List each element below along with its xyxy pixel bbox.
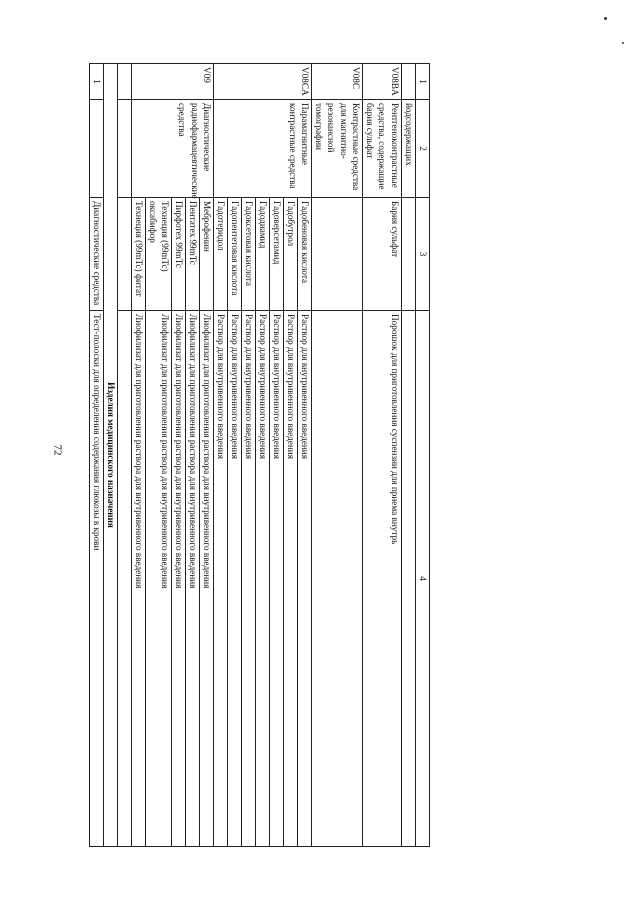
form-cell — [118, 311, 132, 847]
form-cell: Раствор для внутривенного введения — [284, 311, 298, 847]
drug-cell: Гадоксетовая кислота — [242, 198, 256, 311]
drug-cell: Технеция (99mTc) фитат — [132, 198, 146, 311]
drug-cell — [118, 198, 132, 311]
drug-cell: Гадобеновая кислота — [298, 198, 312, 311]
drug-cell — [312, 198, 363, 311]
form-cell: Лиофилизат для приготовления раствора для внутривенного введения — [172, 311, 186, 847]
form-cell: Лиофилизат для приготовления раствора для внутривенного введения — [186, 311, 200, 847]
drug-cell — [402, 198, 416, 311]
form-cell: Порошок для приготовления суспензии для приема внутрь — [363, 311, 402, 847]
form-cell: Раствор для внутривенного введения — [270, 311, 284, 847]
rotated-table-wrapper — [92, 63, 430, 846]
table-row — [90, 64, 104, 847]
group-name-cell: Диагностические радиофармацевтические средства — [132, 100, 214, 198]
table-row — [200, 64, 214, 847]
code-cell: V08CA — [214, 64, 312, 100]
form-cell — [402, 311, 416, 847]
drug-cell: Гадоверсетамид — [270, 198, 284, 311]
group-name-cell — [90, 100, 104, 198]
form-cell: Лиофилизат для приготовления раствора для внутривенного введения — [146, 311, 172, 847]
table-row — [118, 64, 132, 847]
drug-cell: Диагностические средства — [90, 198, 104, 311]
scan-speck — [604, 17, 607, 20]
code-cell: 1 — [90, 64, 104, 100]
form-cell: Лиофилизат для приготовления раствора для внутривенного введения — [132, 311, 146, 847]
header-cell: 4 — [416, 311, 430, 847]
table-row — [298, 64, 312, 847]
page-number: 72 — [51, 444, 64, 456]
code-cell — [118, 64, 132, 100]
header-cell: 1 — [416, 64, 430, 100]
drug-cell: Гадобутрол — [284, 198, 298, 311]
form-cell: Раствор для внутривенного введения — [298, 311, 312, 847]
drug-table — [90, 63, 431, 847]
form-cell: Раствор для внутривенного введения — [256, 311, 270, 847]
scan-speck — [622, 42, 624, 44]
drug-cell: Технеция (99mTc) оксабифор — [146, 198, 172, 311]
header-cell: 2 — [416, 100, 430, 198]
code-cell: V09 — [132, 64, 214, 100]
section-title: Изделия медицинского назначения — [104, 64, 118, 847]
table-row — [402, 64, 416, 847]
drug-cell: Меброфенин — [200, 198, 214, 311]
form-cell: Раствор для внутривенного введения — [214, 311, 228, 847]
table-row — [312, 64, 363, 847]
form-cell: Раствор для внутривенного введения — [228, 311, 242, 847]
drug-cell: Пентатех 99mTc — [186, 198, 200, 311]
code-cell: V08BA — [363, 64, 402, 100]
group-name-cell: йодсодержащих — [402, 100, 416, 198]
drug-cell: Пирфотех 99mTc — [172, 198, 186, 311]
code-cell: V08C — [312, 64, 363, 100]
group-name-cell — [118, 100, 132, 198]
group-name-cell: Рентгеноконтрастные средства, содержащие бария сульфат — [363, 100, 402, 198]
form-cell: Тест-полоски для определения содержания глюкозы в крови — [90, 311, 104, 847]
drug-cell: Гадодиамид — [256, 198, 270, 311]
group-name-cell: Парамагнитные контрастные средства — [214, 100, 312, 198]
header-cell: 3 — [416, 198, 430, 311]
table-row — [363, 64, 402, 847]
code-cell — [402, 64, 416, 100]
header-row — [416, 64, 430, 847]
drug-cell: Гадопентетовая кислота — [228, 198, 242, 311]
group-name-cell: Контрастные средства для магнитно-резонансной томографии — [312, 100, 363, 198]
form-cell — [312, 311, 363, 847]
drug-cell: Гадотеридол — [214, 198, 228, 311]
drug-cell: Бария сульфат — [363, 198, 402, 311]
section-header-row — [104, 64, 118, 847]
form-cell: Лиофилизат для приготовления раствора для внутривенного введения — [200, 311, 214, 847]
form-cell: Раствор для внутривенного введения — [242, 311, 256, 847]
